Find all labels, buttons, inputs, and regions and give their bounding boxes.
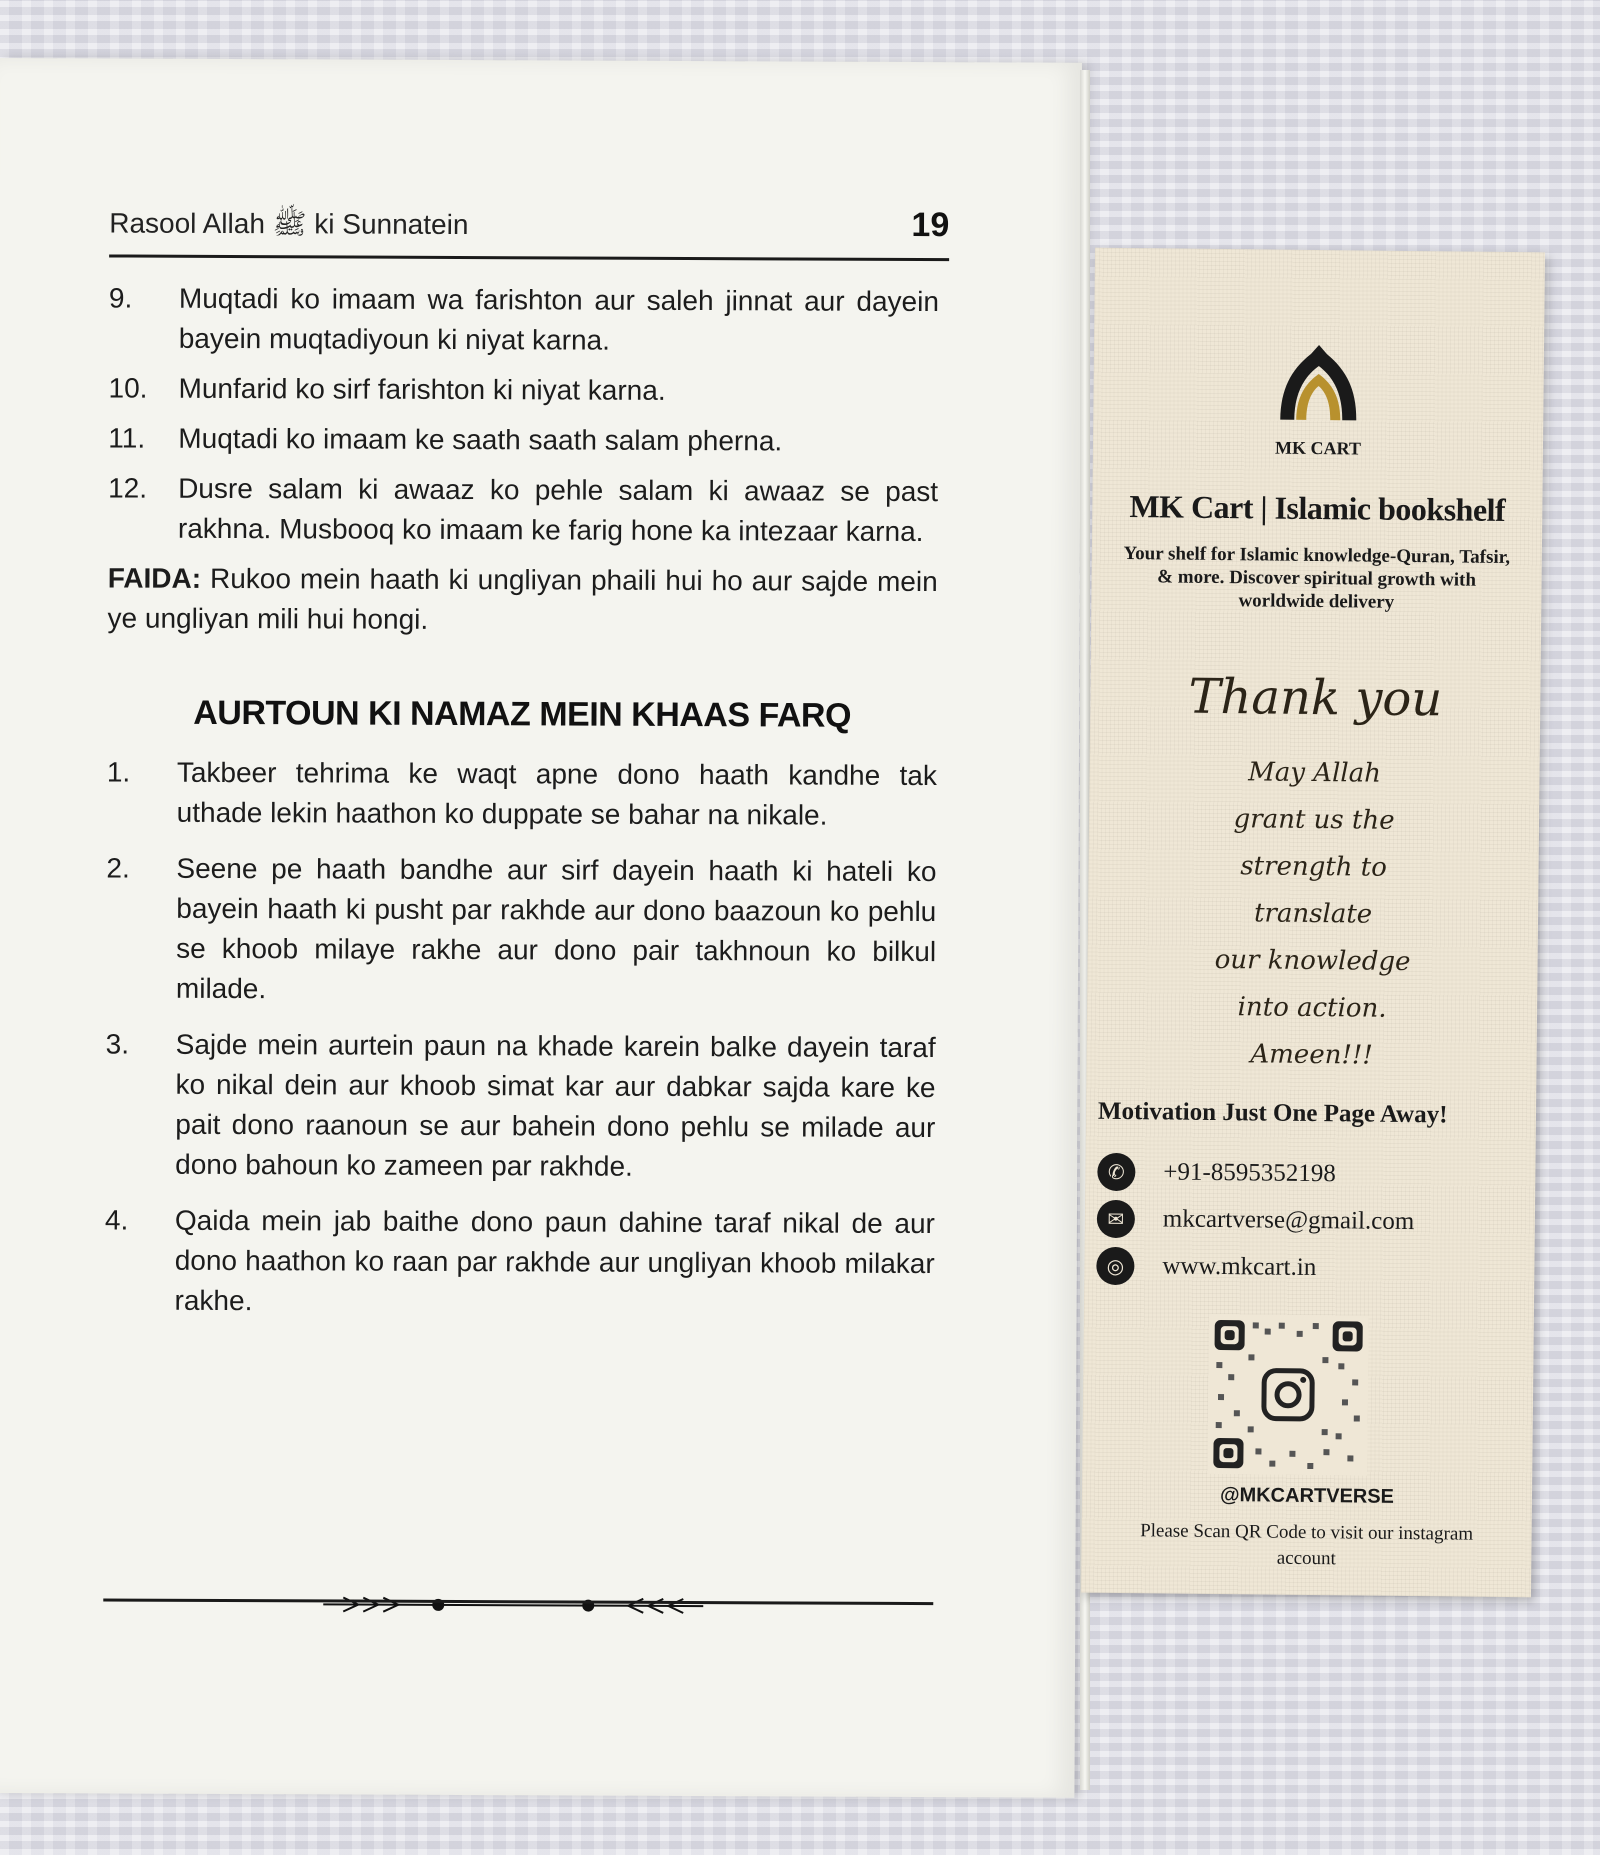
- item-text: Muqtadi ko imaam ke saath saath salam pherna.: [178, 422, 783, 457]
- item-number: 10.: [108, 372, 148, 404]
- prayer-line: strength to: [1240, 851, 1388, 883]
- section-title: AURTOUN KI NAMAZ MEIN KHAAS FARQ: [193, 693, 852, 735]
- prayer-line: translate: [1253, 898, 1373, 930]
- contact-list: [1096, 1148, 1517, 1293]
- contact-website: [1096, 1242, 1516, 1293]
- scan-note: Please Scan QR Code to visit our instagram account: [1140, 1520, 1474, 1570]
- brand-small: MK CART: [1274, 437, 1362, 459]
- whatsapp-icon: ✆: [1097, 1152, 1135, 1190]
- bookmark-card: [1081, 248, 1545, 1598]
- item-number: 4.: [104, 1204, 129, 1236]
- list-item: [104, 1200, 935, 1324]
- tagline: Your shelf for Islamic knowledge-Quran, Tafsir, & more. Discover spiritual growth with worldwide delivery: [1123, 542, 1511, 613]
- item-text: Munfarid ko sirf farishton ki niyat karna.: [178, 372, 666, 406]
- running-title: Rasool Allah ﷺ ki Sunnatein: [109, 207, 469, 241]
- item-number: 11.: [108, 422, 146, 454]
- phone-number: +91-8595352198: [1163, 1157, 1336, 1187]
- faida-label: FAIDA:: [107, 562, 202, 594]
- book-page: [0, 58, 1082, 1798]
- page-header: [109, 188, 949, 252]
- list-item: [107, 752, 937, 836]
- prayer-line: our knowledge: [1214, 944, 1411, 978]
- contact-phone: [1097, 1148, 1517, 1199]
- list-item: [108, 418, 938, 462]
- item-number: 9.: [108, 282, 133, 314]
- email-address: mkcartverse@gmail.com: [1162, 1204, 1415, 1235]
- contact-email: [1097, 1195, 1517, 1246]
- header-rule: [109, 254, 949, 261]
- qr-code: [1207, 1314, 1369, 1476]
- list-item: [108, 368, 938, 412]
- list-item: [108, 468, 938, 552]
- faida-text: Rukoo mein haath ki ungliyan phaili hui ho aur sajde mein ye ungliyan mili hui hongi.: [107, 562, 938, 635]
- item-text: Sajde mein aurtein paun na khade karein balke dayein taraf ko nikal dein aur khoob simat kar aur dabkar sajda kare ke pait dono raanoun se aur bahein dono pehlu se milade aur dono bahoun ko zameen par rakhde.: [175, 1028, 936, 1182]
- item-number: 3.: [105, 1028, 130, 1060]
- thank-you-heading: Thank you: [1188, 668, 1443, 728]
- motivation-text: Motivation Just One Page Away!: [1097, 1097, 1448, 1129]
- ornament-divider-icon: [313, 1589, 713, 1621]
- brand-title: MK Cart | Islamic bookshelf: [1129, 488, 1506, 528]
- list-item: [105, 1024, 936, 1188]
- item-text: Muqtadi ko imaam wa farishton aur saleh jinnat aur dayein bayein muqtadiyoun ki niyat karna.: [178, 282, 940, 356]
- item-number: 1.: [106, 756, 131, 788]
- item-text: Takbeer tehrima ke waqt apne dono haath kandhe tak uthade lekin haathon ko duppate se bahar na nikale.: [176, 756, 937, 831]
- item-number: 12.: [108, 472, 148, 504]
- instagram-handle: @MKCARTVERSE: [1219, 1484, 1395, 1508]
- prayer-line: into action.: [1237, 992, 1387, 1024]
- globe-icon: ◎: [1096, 1246, 1134, 1284]
- page-body: [104, 278, 939, 1340]
- item-number: 2.: [106, 852, 130, 884]
- item-text: Dusre salam ki awaaz ko pehle salam ki awaaz se past rakhna. Musbooq ko imaam ke farig hone ka intezaar karna.: [177, 472, 939, 548]
- prayer-line: Ameen!!!: [1250, 1039, 1373, 1071]
- prayer-line: grant us the: [1233, 804, 1395, 836]
- mk-cart-logo-icon: [1268, 340, 1369, 441]
- item-text: Qaida mein jab baithe dono paun dahine taraf nikal de aur dono haathon ko raan par rakhde aur ungliyan khoob milakar rakhe.: [174, 1204, 935, 1317]
- mail-icon: ✉: [1097, 1199, 1135, 1237]
- item-text: Seene pe haath bandhe aur sirf dayein haath ki hateli ko bayein haath ki pusht par rakhde aur dono baazoun ko pehlu se khoob milaye rakhe aur dono pair takhnoun ko bilkul milade.: [175, 852, 937, 1005]
- prayer-text: [1086, 748, 1539, 1082]
- prayer-line: May Allah: [1248, 757, 1382, 789]
- faida-note: [107, 558, 937, 642]
- list-item: [106, 848, 937, 1012]
- website-url: www.mkcart.in: [1162, 1251, 1317, 1281]
- page-number: 19: [911, 205, 950, 245]
- section-list: [104, 752, 936, 1324]
- list-item: [109, 278, 939, 362]
